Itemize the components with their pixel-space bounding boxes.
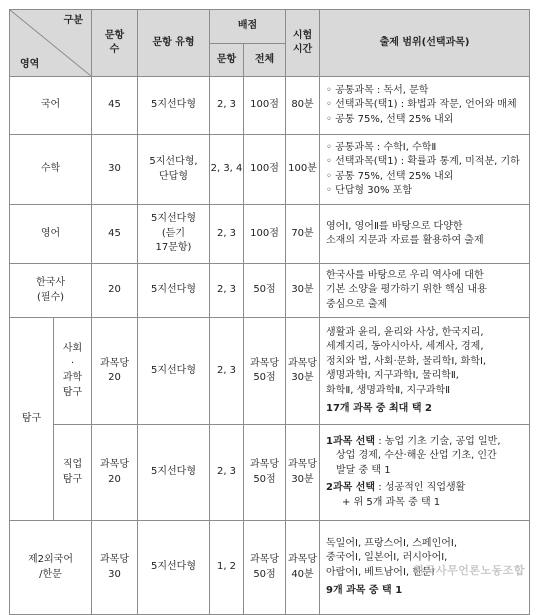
time-cell: 70분 (286, 205, 320, 264)
time-cell: 80분 (286, 77, 320, 135)
scope-cell: 한국사를 바탕으로 우리 역사에 대한 기본 소양을 평가하기 위한 핵심 내용 중심으로 출제 (320, 264, 530, 318)
total-cell: 100점 (244, 77, 286, 135)
total-cell: 100점 (244, 135, 286, 205)
count-cell: 45 (92, 205, 138, 264)
time-cell: 30분 (286, 264, 320, 318)
scope-option-2-label: 2과목 선택 (326, 482, 376, 494)
table-row (10, 318, 530, 425)
header-category-label: 구분 (63, 15, 83, 26)
time-cell: 과목당 40분 (286, 521, 320, 615)
header-area-label: 영역 (20, 58, 40, 70)
scope-option-1-label: 1과목 선택 (326, 435, 376, 447)
header-test-time: 시험 시간 (286, 10, 320, 77)
area-cell: 한국사 (필수) (10, 264, 92, 318)
area-cell: 제2외국어 /한문 (10, 521, 92, 615)
scope-cell: ◦ 공통과목 : 독서, 문학 ◦ 선택과목(택1) : 화법과 작문, 언어와 매체 ◦ 공통 75%, 선택 25% 내외 (320, 77, 530, 135)
sub-area-cell: 사회 · 과학 탐구 (54, 318, 92, 425)
header-scope: 출제 범위(선택과목) (320, 10, 530, 77)
header-corner-cell (10, 10, 92, 77)
total-cell: 과목당 50점 (244, 425, 286, 521)
scope-cell: 1과목 선택 : 농업 기초 기술, 공업 일반, 상업 경제, 수산·해운 산업 기초, 인간 발달 중 택 1 2과목 선택 : 성공적인 직업생활 + 위 5개 과목 중 택 1 (320, 425, 530, 521)
time-cell: 과목당 30분 (286, 425, 320, 521)
scope-cell: 생활과 윤리, 윤리와 사상, 한국지리, 세계지리, 동아시아사, 세계사, 경제, 정치와 법, 사회·문화, 물리학Ⅰ, 화학Ⅰ, 생명과학Ⅰ, 지구과학Ⅰ, 물리학Ⅱ, 화학Ⅱ, 생명과학Ⅱ, 지구과학Ⅱ 17개 과목 중 최대 택 2 (320, 318, 530, 425)
type-cell: 5지선다형 (138, 77, 210, 135)
watermark: 한국사무언론노동조합 (413, 564, 525, 577)
scope-cell: 독일어Ⅰ, 프랑스어Ⅰ, 스페인어Ⅰ, 중국어Ⅰ, 일본어Ⅰ, 러시아어Ⅰ, 아랍어Ⅰ, 베트남어Ⅰ, 한문Ⅰ 9개 과목 중 택 1 (320, 521, 530, 615)
count-cell: 과목당 20 (92, 425, 138, 521)
per-item-cell: 2, 3 (210, 318, 244, 425)
type-cell: 5지선다형 (듣기 17문항) (138, 205, 210, 264)
type-cell: 5지선다형 (138, 264, 210, 318)
header-score-per-item: 문항 (210, 44, 244, 77)
area-cell: 국어 (10, 77, 92, 135)
count-cell: 45 (92, 77, 138, 135)
type-cell: 5지선다형 (138, 425, 210, 521)
exam-structure-table (9, 9, 530, 615)
header-question-count: 문항 수 (92, 10, 138, 77)
area-cell: 탐구 (10, 318, 54, 521)
scope-note: 17개 과목 중 최대 택 2 (326, 403, 432, 414)
time-cell: 과목당 30분 (286, 318, 320, 425)
type-cell: 5지선다형 (138, 318, 210, 425)
count-cell: 과목당 30 (92, 521, 138, 615)
per-item-cell: 2, 3 (210, 77, 244, 135)
time-cell: 100분 (286, 135, 320, 205)
count-cell: 과목당 20 (92, 318, 138, 425)
type-cell: 5지선다형 (138, 521, 210, 615)
total-cell: 과목당 50점 (244, 318, 286, 425)
total-cell: 100점 (244, 205, 286, 264)
scope-note: 9개 과목 중 택 1 (326, 585, 403, 596)
scope-cell: 영어Ⅰ, 영어Ⅱ를 바탕으로 다양한 소재의 지문과 자료를 활용하여 출제 (320, 205, 530, 264)
count-cell: 30 (92, 135, 138, 205)
header-score-total: 전체 (244, 44, 286, 77)
per-item-cell: 2, 3 (210, 425, 244, 521)
area-cell: 수학 (10, 135, 92, 205)
area-cell: 영어 (10, 205, 92, 264)
total-cell: 50점 (244, 264, 286, 318)
per-item-cell: 2, 3 (210, 264, 244, 318)
table-row (10, 425, 530, 521)
table-row (10, 135, 530, 205)
header-question-type: 문항 유형 (138, 10, 210, 77)
per-item-cell: 1, 2 (210, 521, 244, 615)
table-row (10, 77, 530, 135)
per-item-cell: 2, 3 (210, 205, 244, 264)
total-cell: 과목당 50점 (244, 521, 286, 615)
header-score: 배점 (210, 10, 286, 44)
type-cell: 5지선다형, 단답형 (138, 135, 210, 205)
count-cell: 20 (92, 264, 138, 318)
table-row (10, 205, 530, 264)
table-row (10, 264, 530, 318)
scope-cell: ◦ 공통과목 : 수학Ⅰ, 수학Ⅱ ◦ 선택과목(택1) : 확률과 통계, 미적분, 기하 ◦ 공통 75%, 선택 25% 내외 ◦ 단답형 30% 포함 (320, 135, 530, 205)
per-item-cell: 2, 3, 4 (210, 135, 244, 205)
sub-area-cell: 직업 탐구 (54, 425, 92, 521)
